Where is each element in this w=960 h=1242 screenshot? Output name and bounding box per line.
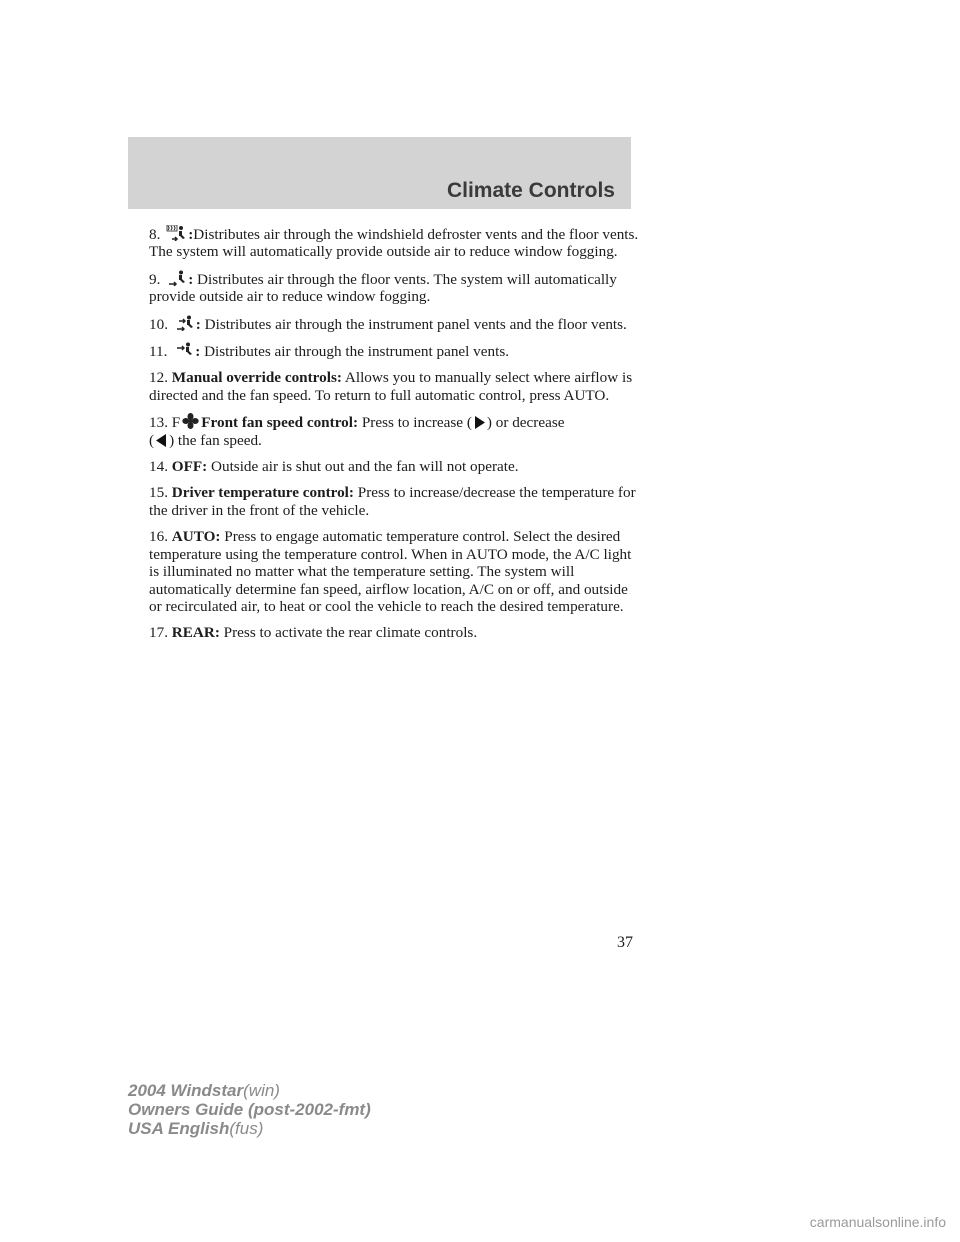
item-title: AUTO: — [171, 528, 221, 546]
item-description: Press to engage automatic temperature control. Select the desired temperature using the temperature control. When in AUTO mode, the A/C light is illuminated no matter what the temperature setting. The system will automatically determine fan speed, airflow location, A/C on or off, and outside or recirculated air, to heat or cool the vehicle to reach the desired temperature. — [149, 528, 632, 615]
triangle-left-icon — [156, 434, 167, 447]
item-12 — [149, 369, 639, 404]
panel-floor-vent-icon — [174, 315, 194, 331]
item-13 — [149, 413, 639, 449]
item-description: Outside air is shut out and the fan will not operate. — [211, 458, 519, 476]
item-number: 9. — [149, 270, 161, 288]
item-number: 14. — [149, 458, 168, 476]
item-number: 12. — [149, 369, 168, 387]
item-number: 16. — [149, 528, 168, 546]
item-9 — [149, 270, 639, 306]
item-title: OFF: — [171, 458, 208, 476]
item-number: 15. — [149, 484, 168, 502]
footer-line-2 — [128, 1100, 371, 1119]
fan-icon — [182, 413, 199, 429]
item-title: Front fan speed control: — [201, 414, 359, 432]
item-14 — [149, 458, 639, 475]
footer-language: USA English — [128, 1119, 230, 1138]
item-15 — [149, 484, 639, 519]
floor-vent-icon — [166, 270, 186, 286]
item-17 — [149, 624, 639, 641]
document-footer — [128, 1081, 371, 1138]
item-description: Distributes air through the floor vents. The system will automatically provide outside air to reduce window fogging. — [149, 270, 617, 306]
item-11 — [149, 342, 639, 360]
footer-model-code: (win) — [243, 1081, 280, 1100]
watermark-link[interactable]: carmanualsonline.info — [809, 1214, 946, 1230]
footer-language-code: (fus) — [229, 1119, 264, 1138]
item-title: REAR: — [171, 624, 220, 642]
item-description-b: ) or decrease — [486, 414, 565, 432]
manual-content — [149, 225, 639, 651]
item-16 — [149, 528, 639, 615]
section-title: Climate Controls — [446, 179, 615, 202]
defrost-floor-icon — [166, 225, 186, 241]
item-number: 11. — [149, 343, 168, 361]
item-separator: : — [188, 226, 194, 243]
item-title: Manual override controls: — [171, 369, 342, 387]
item-8 — [149, 225, 639, 261]
footer-guide: Owners Guide (post-2002-fmt) — [128, 1100, 371, 1119]
item-number: 13. F — [149, 414, 181, 432]
item-description: Press to activate the rear climate controls. — [223, 624, 478, 642]
item-description: Distributes air through the instrument panel vents and the floor vents. — [204, 315, 627, 333]
item-description: Distributes air through the windshield defroster vents and the floor vents. The system will automatically provide outside air to reduce window fogging. — [149, 226, 639, 261]
item-description: Press to increase/decrease the temperature for the driver in the front of the vehicle. — [149, 484, 636, 519]
item-title: Driver temperature control: — [171, 484, 354, 502]
page-number: 37 — [617, 934, 633, 951]
panel-vent-icon — [173, 342, 193, 358]
section-header-band — [128, 137, 631, 209]
item-number: 10. — [149, 315, 168, 333]
footer-model: 2004 Windstar — [128, 1081, 244, 1100]
item-separator: : — [195, 343, 201, 361]
item-separator: : — [195, 315, 201, 333]
item-separator: : — [188, 270, 194, 288]
triangle-right-icon — [474, 416, 485, 429]
item-description-d: ) the fan speed. — [169, 431, 262, 449]
item-number: 17. — [149, 624, 168, 642]
item-description: Allows you to manually select where airflow is directed and the fan speed. To return to full automatic control, press AUTO. — [149, 369, 633, 404]
item-number: 8. — [149, 226, 161, 243]
footer-line-1 — [128, 1081, 371, 1100]
item-10 — [149, 315, 639, 333]
item-description-c: ( — [149, 431, 155, 449]
footer-line-3 — [128, 1119, 371, 1138]
item-description-a: Press to increase ( — [361, 414, 472, 432]
item-description: Distributes air through the instrument panel vents. — [204, 343, 510, 361]
